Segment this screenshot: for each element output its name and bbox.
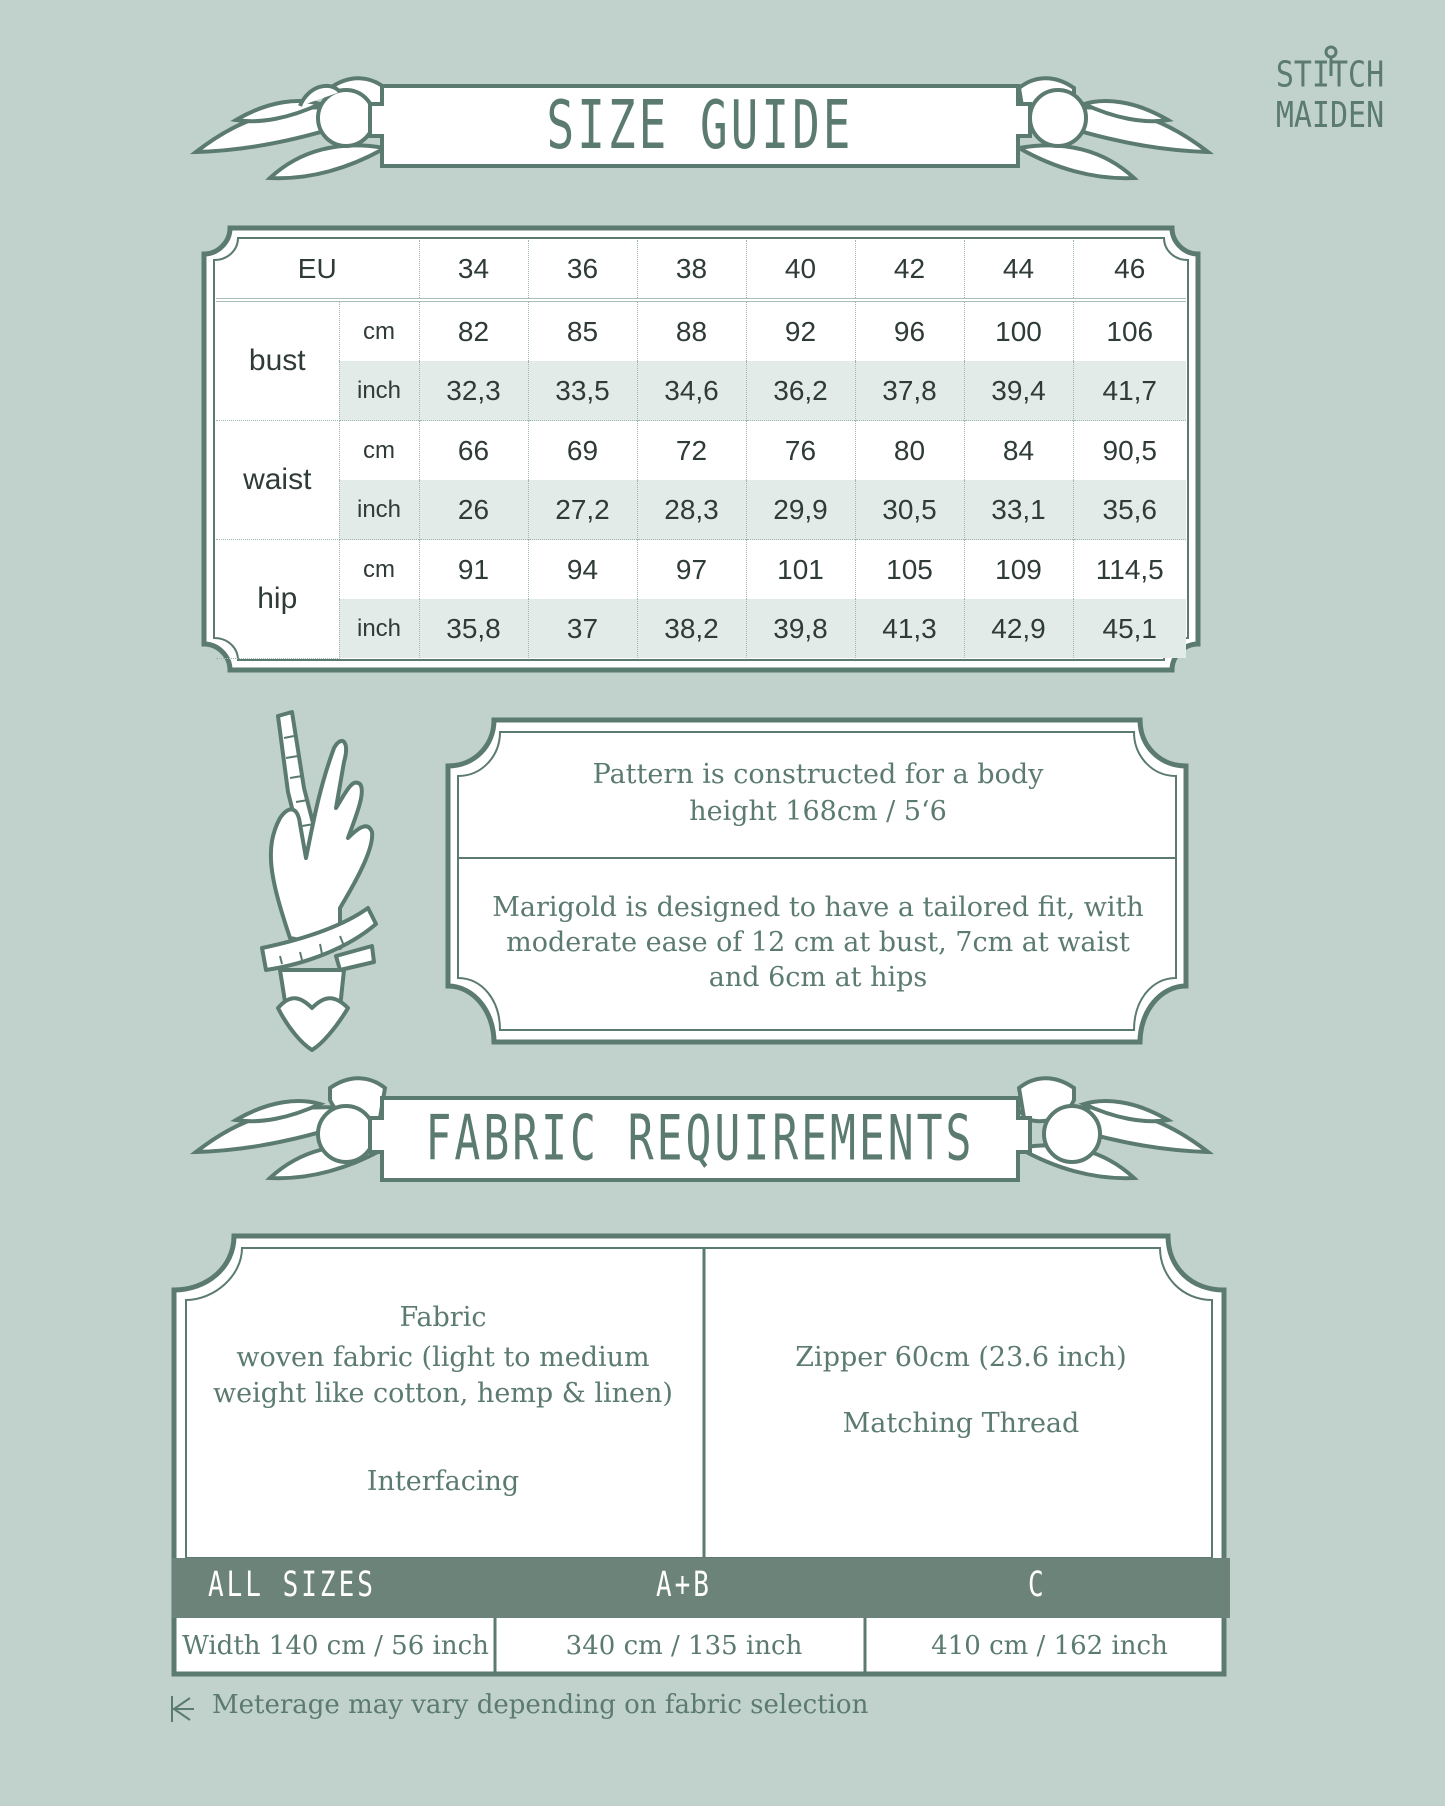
table-cell: 96 <box>855 300 964 361</box>
size-col: 46 <box>1073 240 1186 300</box>
table-row <box>216 599 1186 658</box>
measure-label-bust: bust <box>216 300 339 421</box>
unit-label: cm <box>339 421 419 481</box>
table-cell: 90,5 <box>1073 421 1186 481</box>
size-col: 40 <box>746 240 855 300</box>
table-cell: 33,1 <box>964 480 1073 540</box>
size-col: 44 <box>964 240 1073 300</box>
size-col: 38 <box>637 240 746 300</box>
table-cell: 84 <box>964 421 1073 481</box>
table-cell: 27,2 <box>528 480 637 540</box>
table-cell: 35,6 <box>1073 480 1186 540</box>
table-row <box>216 540 1186 600</box>
table-cell: 69 <box>528 421 637 481</box>
unit-label: inch <box>339 480 419 540</box>
size-guide-title: SIZE GUIDE <box>546 85 854 165</box>
table-cell: 33,5 <box>528 361 637 421</box>
fit-note <box>460 890 1176 995</box>
zipper-label: Zipper 60cm (23.6 inch) <box>795 1342 1127 1373</box>
note-line: Pattern is constructed for a body <box>592 759 1044 790</box>
table-row <box>216 480 1186 540</box>
note-line: Marigold is designed to have a tailored fit, with <box>492 892 1144 923</box>
requirements-values-row <box>172 1618 1230 1674</box>
table-row <box>216 421 1186 481</box>
unit-label: cm <box>339 540 419 600</box>
measure-label-waist: waist <box>216 421 339 540</box>
table-cell: 80 <box>855 421 964 481</box>
table-cell: 32,3 <box>419 361 528 421</box>
requirements-header-bar <box>172 1558 1230 1618</box>
note-line: moderate ease of 12 cm at bust, 7cm at waist <box>506 927 1130 958</box>
col-c: C <box>1028 1564 1047 1606</box>
table-cell: 94 <box>528 540 637 600</box>
table-cell: 100 <box>964 300 1073 361</box>
fabric-label: Fabric <box>399 1302 487 1333</box>
brand-line-2: MAIDEN <box>1275 94 1385 137</box>
width-value: Width 140 cm / 56 inch <box>182 1631 489 1661</box>
eu-label: EU <box>216 240 419 300</box>
size-header-row <box>216 240 1186 300</box>
unit-label: inch <box>339 599 419 658</box>
table-cell: 38,2 <box>637 599 746 658</box>
fabric-right-panel <box>708 1340 1214 1442</box>
table-cell: 39,8 <box>746 599 855 658</box>
interfacing-label: Interfacing <box>366 1466 520 1497</box>
table-cell: 26 <box>419 480 528 540</box>
table-cell: 88 <box>637 300 746 361</box>
size-table <box>216 240 1186 659</box>
ab-meterage: 340 cm / 135 inch <box>565 1631 803 1661</box>
table-cell: 41,7 <box>1073 361 1186 421</box>
table-cell: 35,8 <box>419 599 528 658</box>
col-a-b: A+B <box>656 1564 712 1606</box>
note-line: height 168cm / 5‘6 <box>689 796 947 827</box>
table-cell: 28,3 <box>637 480 746 540</box>
table-cell: 85 <box>528 300 637 361</box>
size-col: 34 <box>419 240 528 300</box>
c-meterage: 410 cm / 162 inch <box>931 1631 1168 1661</box>
fabric-left-panel <box>190 1300 696 1500</box>
table-cell: 97 <box>637 540 746 600</box>
fabric-desc: woven fabric (light to medium <box>236 1342 650 1373</box>
measure-label-hip: hip <box>216 540 339 659</box>
meterage-footnote: Meterage may vary depending on fabric selection <box>212 1690 869 1720</box>
table-cell: 106 <box>1106 315 1154 347</box>
note-line: and 6cm at hips <box>708 962 928 993</box>
table-cell: 82 <box>419 300 528 361</box>
table-cell: 42,9 <box>964 599 1073 658</box>
table-cell: 91 <box>419 540 528 600</box>
table-cell: 36,2 <box>746 361 855 421</box>
fabric-title: FABRIC REQUIREMENTS <box>425 1102 975 1176</box>
table-cell: 101 <box>746 540 855 600</box>
col-all-sizes: ALL SIZES <box>208 1564 376 1606</box>
size-col: 42 <box>855 240 964 300</box>
body-height-note <box>460 756 1176 830</box>
table-cell: 37,8 <box>855 361 964 421</box>
thread-label: Matching Thread <box>842 1408 1080 1439</box>
table-row <box>216 361 1186 421</box>
unit-label: inch <box>339 361 419 421</box>
table-cell: 114,5 <box>1073 540 1186 600</box>
table-cell: 105 <box>855 540 964 600</box>
table-cell: 37 <box>528 599 637 658</box>
table-cell: 92 <box>746 300 855 361</box>
table-cell: 45,1 <box>1073 599 1186 658</box>
size-col: 36 <box>528 240 637 300</box>
unit-label: cm <box>339 300 419 361</box>
table-cell: 29,9 <box>746 480 855 540</box>
table-cell: 109 <box>964 540 1073 600</box>
table-row <box>216 300 1186 361</box>
table-cell: 41,3 <box>855 599 964 658</box>
table-cell: 39,4 <box>964 361 1073 421</box>
table-cell: 66 <box>419 421 528 481</box>
arrow-icon <box>168 1692 198 1726</box>
table-cell: 30,5 <box>855 480 964 540</box>
table-cell: 72 <box>637 421 746 481</box>
brand-line-1: STITCH <box>1275 53 1385 96</box>
table-cell: 34,6 <box>637 361 746 421</box>
table-cell: 76 <box>746 421 855 481</box>
fabric-desc: weight like cotton, hemp & linen) <box>213 1378 673 1409</box>
